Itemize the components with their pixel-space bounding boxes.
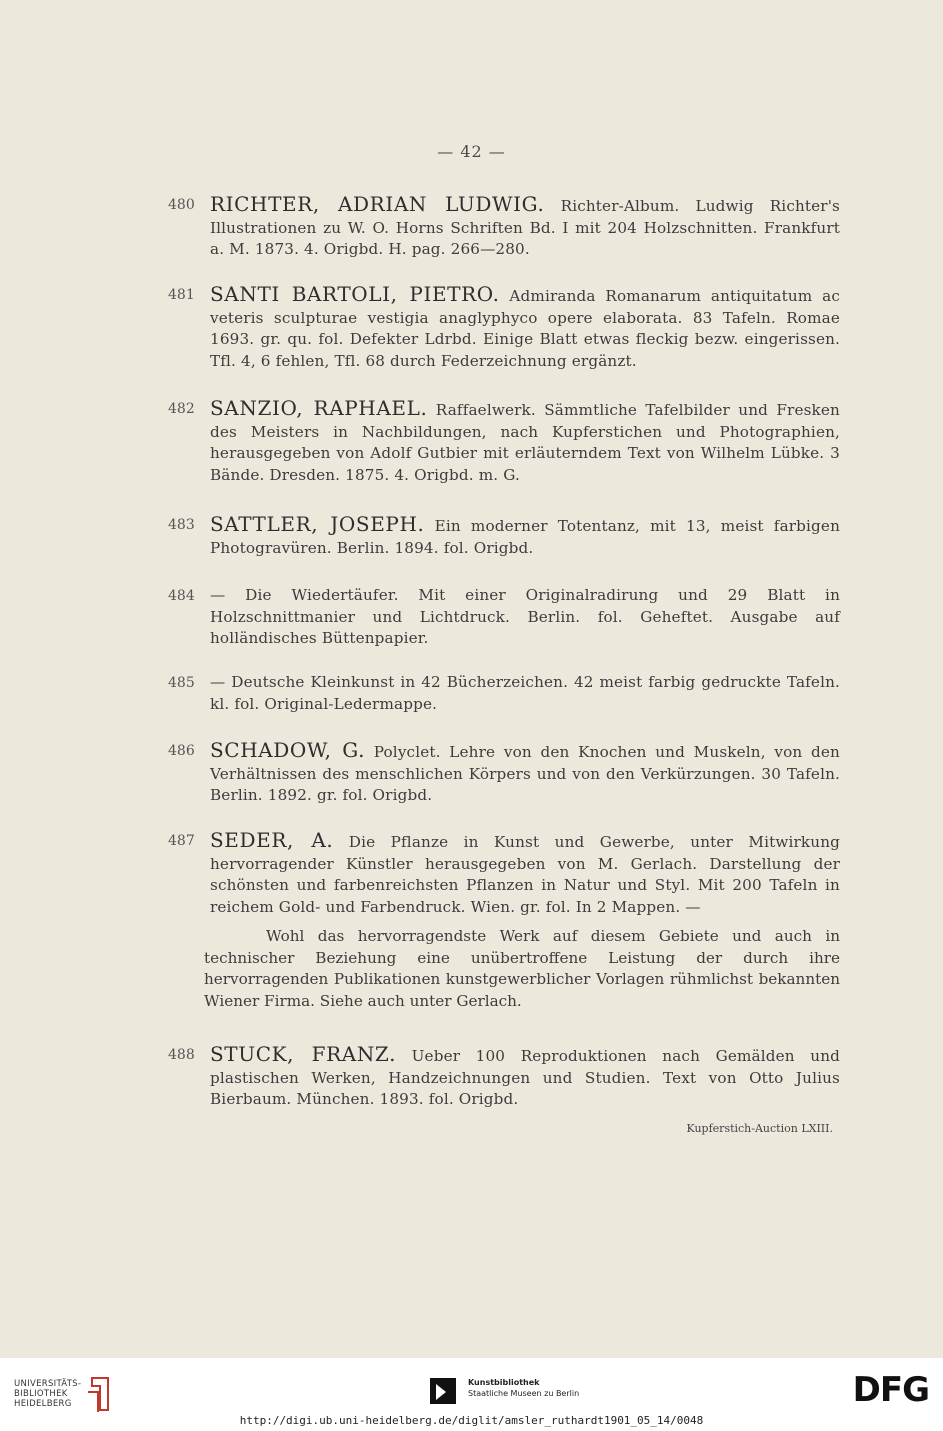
entry-text: — Die Wiedertäufer. Mit einer Originalradirung und 29 Blatt in Holzschnittmanier und Lichtdruck. Berlin. fol. Geheftet. Ausgabe auf holländisches Büttenpapier. bbox=[210, 586, 840, 647]
catalog-entry bbox=[168, 740, 840, 807]
entry-text: Ueber 100 Reproduktionen nach Gemälden und plastischen Werken, Handzeichnungen und Studien. Text von Otto Julius Bierbaum. München. 1893. fol. Origbd. bbox=[210, 1047, 840, 1108]
catalog-entry bbox=[168, 672, 840, 715]
entry-text: Polyclet. Lehre von den Knochen und Muskeln, von den Verhältnissen des menschlichen Körpers und von den Verkürzungen. 30 Tafeln. Berlin. 1892. gr. fol. Origbd. bbox=[210, 743, 840, 804]
entry-name: STUCK, FRANZ. bbox=[210, 1042, 397, 1066]
entry-text: Die Pflanze in Kunst und Gewerbe, unter Mitwirkung hervorragender Künstler herausgegeben von M. Gerlach. Darstellung der schönsten und farbenreichsten Pflanzen in Natur und Styl. Mit 200 Tafeln in reichem Gold- und Farbendruck. Wien. gr. fol. In 2 Mappen. — bbox=[210, 833, 841, 916]
catalog-entry bbox=[168, 194, 840, 261]
entry-number: 480 bbox=[168, 197, 195, 213]
entry-number: 487 bbox=[168, 833, 195, 849]
entry-number: 481 bbox=[168, 287, 195, 303]
catalog-entry bbox=[168, 514, 840, 559]
entry-number: 484 bbox=[168, 588, 195, 604]
entry-number: 485 bbox=[168, 675, 195, 691]
entry-text: Raffaelwerk. Sämmtliche Tafelbilder und Fresken des Meisters in Nachbildungen, nach Kupferstichen und Photographien, herausgegeben von Adolf Gutbier mit erläuterndem Text von Wilhelm Lübke. 3 Bände. Dresden. 1875. 4. Origbd. m. G. bbox=[210, 401, 840, 484]
catalog-entry bbox=[168, 1044, 840, 1111]
entry-name: RICHTER, ADRIAN LUDWIG. bbox=[210, 192, 545, 216]
university-library-logo[interactable]: UNIVERSITÄTS- BIBLIOTHEK HEIDELBERG bbox=[14, 1379, 82, 1409]
entry-name: SEDER, A. bbox=[210, 828, 334, 852]
catalog-entry bbox=[168, 284, 840, 372]
catalog-signature: Kupferstich-Auction LXIII. bbox=[686, 1122, 833, 1135]
entry-name: SANTI BARTOLI, PIETRO. bbox=[210, 282, 500, 306]
dfg-logo[interactable]: DFG bbox=[852, 1370, 929, 1410]
entry-number: 486 bbox=[168, 743, 195, 759]
heidelberg-emblem-icon bbox=[84, 1374, 114, 1414]
entry-number: 482 bbox=[168, 401, 195, 417]
entry-text: Richter-Album. Ludwig Richter's Illustrationen zu W. O. Horns Schriften Bd. I mit 204 Holzschnitten. Frankfurt a. M. 1873. 4. Origbd. H. pag. 266—280. bbox=[210, 197, 840, 258]
entry-number: 488 bbox=[168, 1047, 195, 1063]
footer-bar bbox=[0, 1358, 943, 1431]
entry-note: Wohl das hervorragendste Werk auf diesem Gebiete und auch in technischer Beziehung eine unübertroffene Leistung der durch ihre hervorragenden Publikationen kunstgewerblicher Vorlagen rühmlichst bekannten Wiener Firma. Siehe auch unter Gerlach. bbox=[204, 927, 840, 1010]
catalog-entry bbox=[168, 830, 840, 1012]
entry-number: 483 bbox=[168, 517, 195, 533]
entry-name: SCHADOW, G. bbox=[210, 738, 366, 762]
kunstbibliothek-label[interactable]: Kunstbibliothek Staatliche Museen zu Berlin bbox=[468, 1378, 580, 1398]
catalog-entry bbox=[168, 398, 840, 486]
entry-text: Ein moderner Totentanz, mit 13, meist farbigen Photogravüren. Berlin. 1894. fol. Origbd. bbox=[210, 517, 841, 557]
entry-name: SATTLER, JOSEPH. bbox=[210, 512, 425, 536]
kunstbibliothek-logo-icon bbox=[430, 1378, 456, 1404]
permalink-url[interactable]: http://digi.ub.uni-heidelberg.de/diglit/amsler_ruthardt1901_05_14/0048 bbox=[239, 1414, 704, 1427]
entry-text: Admiranda Romanarum antiquitatum ac veteris sculpturae vestigia anaglyphyco opere elaborata. 83 Tafeln. Romae 1693. gr. qu. fol. Defekter Ldrbd. Einige Blatt etwas fleckig bezw. eingerissen. Tfl. 4, 6 fehlen, Tfl. 68 durch Federzeichnung ergänzt. bbox=[210, 287, 841, 370]
catalog-entry bbox=[168, 585, 840, 650]
entry-text: — Deutsche Kleinkunst in 42 Bücherzeichen. 42 meist farbig gedruckte Tafeln. kl. fol. Original-Ledermappe. bbox=[210, 673, 840, 713]
page-number: — 42 — bbox=[437, 142, 506, 161]
entry-name: SANZIO, RAPHAEL. bbox=[210, 396, 428, 420]
